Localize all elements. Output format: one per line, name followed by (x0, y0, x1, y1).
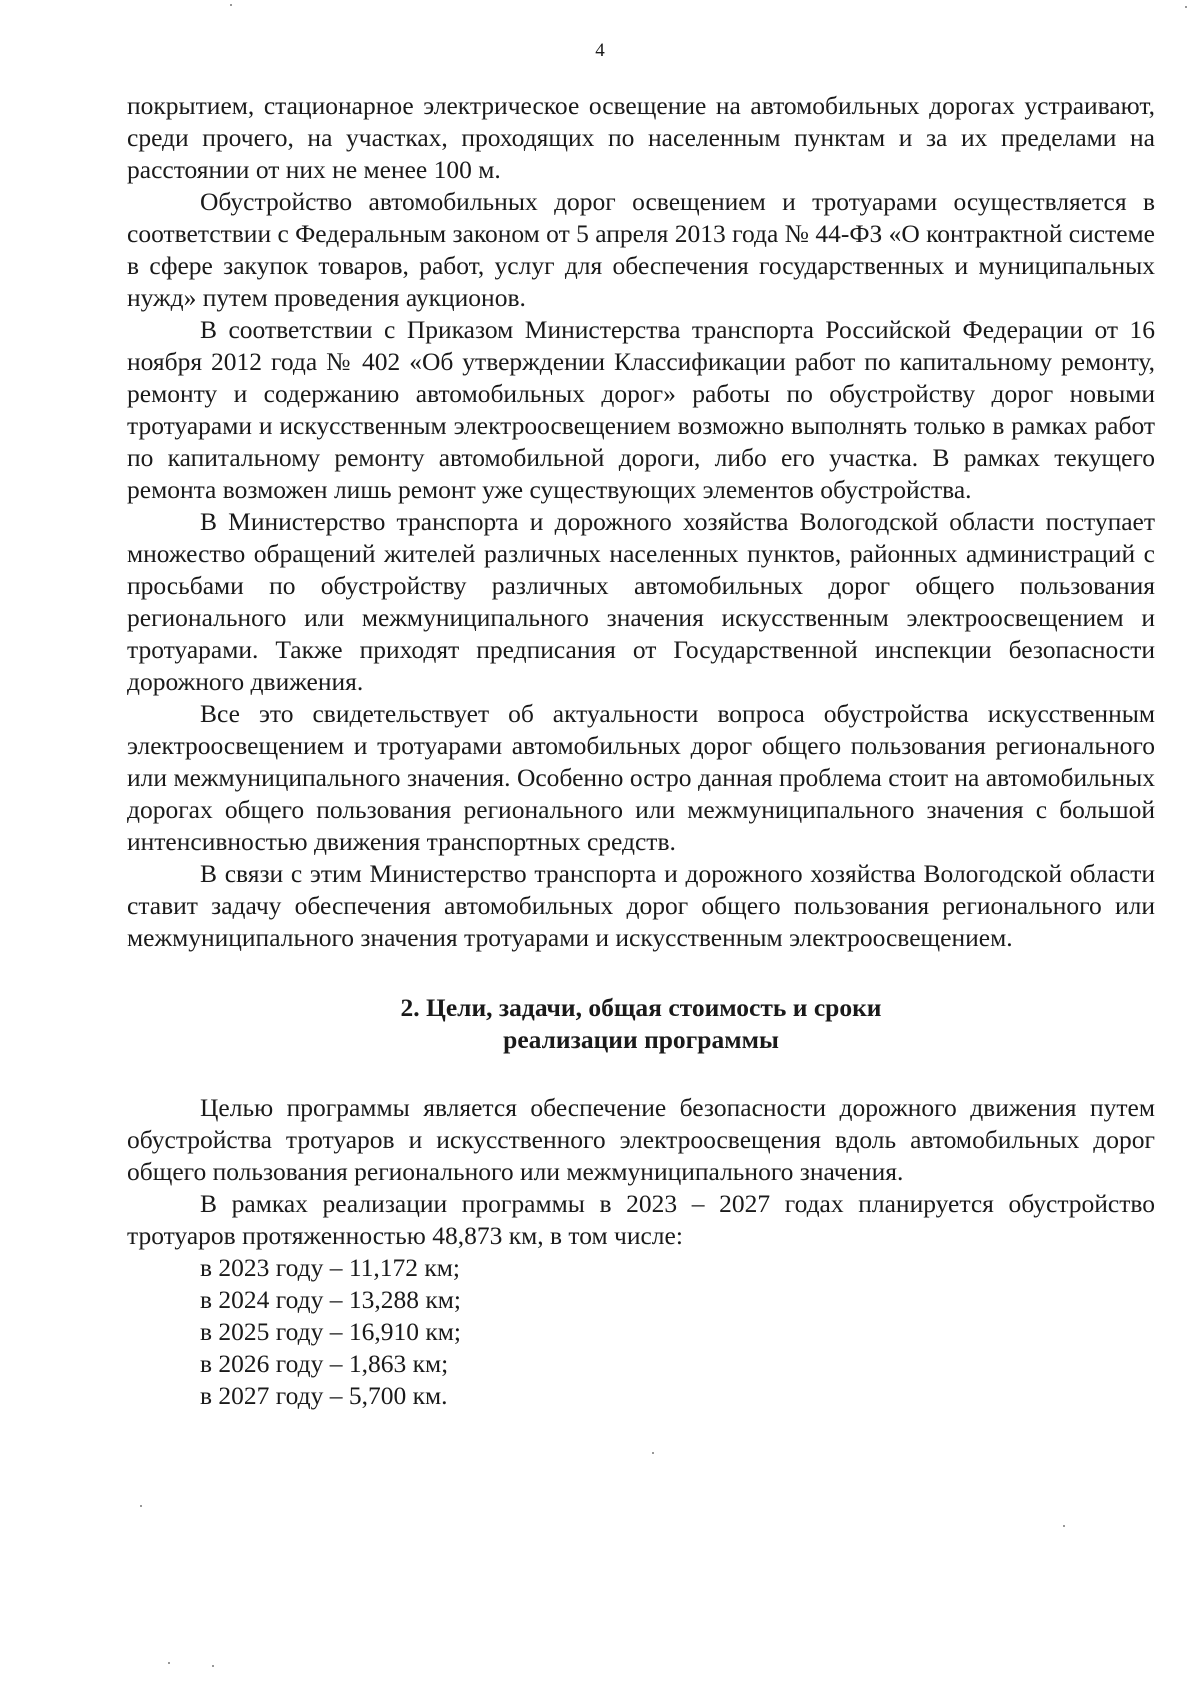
list-item: в 2024 году – 13,288 км; (200, 1285, 461, 1314)
scan-speck (212, 1665, 214, 1667)
list-item: в 2026 году – 1,863 км; (200, 1349, 449, 1378)
paragraph-road-equipment-procurement: Обустройство автомобильных дорог освещением и тротуарами осуществляется в соответствии с Федеральным законом от 5 апреля 2013 года № 44-ФЗ «О контрактной системе в сфере закупок товаров, работ, услуг для обеспечения государственных и муниципальных нужд» путем проведения аукционов. (127, 187, 1155, 312)
paragraph-relevance: Все это свидетельствует об актуальности вопроса обустройства искусственным электроосвещением и тротуарами автомобильных дорог общего пользования регионального или межмуниципального значения. Особенно остро данная проблема стоит на автомобильных дорогах общего пользования регионального или межмуниципального значения с большой интенсивностью движения транспортных средств. (127, 699, 1155, 856)
page-number: 4 (595, 40, 605, 61)
scan-speck (140, 1505, 142, 1507)
list-item: в 2023 году – 11,172 км; (200, 1253, 461, 1282)
paragraph-ministry-order: В соответствии с Приказом Министерства транспорта Российской Федерации от 16 ноября 2012 года № 402 «Об утверждении Классификации работ по капитальному ремонту, ремонту и содержанию автомобильных дорог» работы по обустройству дорог новыми тротуарами и искусственным электроосвещением возможно выполнять только в рамках работ по капитальному ремонту автомобильной дороги, либо его участка. В рамках текущего ремонта возможен лишь ремонт уже существующих элементов обустройства. (127, 315, 1155, 504)
list-item: в 2027 году – 5,700 км. (200, 1381, 448, 1410)
paragraph-citizen-requests: В Министерство транспорта и дорожного хозяйства Вологодской области поступает множество обращений жителей различных населенных пунктов, районных администраций с просьбами по обустройству различных автомобильных дорог общего пользования регионального или межмуниципального значения искусственным электроосвещением и тротуарами. Также приходят предписания от Государственной инспекции безопасности дорожного движения. (127, 507, 1155, 696)
scan-speck (1063, 1525, 1065, 1527)
section-heading-line-1: 2. Цели, задачи, общая стоимость и сроки (400, 993, 882, 1022)
list-item: в 2025 году – 16,910 км; (200, 1317, 461, 1346)
paragraph-ministry-task: В связи с этим Министерство транспорта и дорожного хозяйства Вологодской области ставит задачу обеспечения автомобильных дорог общего пользования регионального или межмуниципального значения тротуарами и искусственным электроосвещением. (127, 859, 1155, 952)
paragraph-program-plan: В рамках реализации программы в 2023 – 2027 годах планируется обустройство тротуаров протяженностью 48,873 км, в том числе: (127, 1189, 1155, 1250)
section-heading-line-2: реализации программы (503, 1025, 779, 1054)
paragraph-program-goal: Целью программы является обеспечение безопасности дорожного движения путем обустройства тротуаров и искусственного электроосвещения вдоль автомобильных дорог общего пользования регионального или межмуниципального значения. (127, 1093, 1155, 1186)
document-body (127, 90, 1155, 1412)
section-heading (127, 992, 1155, 1056)
scan-speck (1185, 6, 1187, 8)
scan-speck (168, 1662, 170, 1664)
sidewalk-length-by-year-list (127, 1252, 1155, 1412)
scan-speck (652, 1452, 654, 1454)
scan-speck (230, 4, 232, 6)
paragraph-continuation: покрытием, стационарное электрическое освещение на автомобильных дорогах устраивают, среди прочего, на участках, проходящих по населенным пунктам и за их пределами на расстоянии от них не менее 100 м. (127, 91, 1155, 184)
